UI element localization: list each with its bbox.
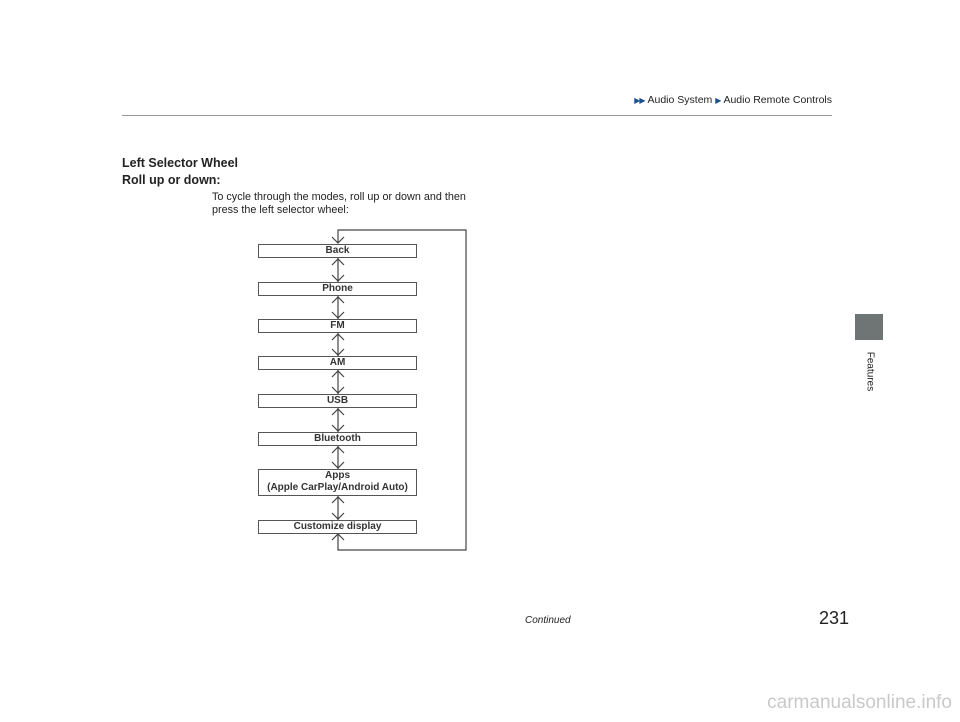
loop-line	[338, 230, 466, 550]
breadcrumb-part-1: Audio System	[647, 94, 713, 106]
bidirectional-arrow	[332, 296, 344, 319]
mode-box-6: Apps (Apple CarPlay/Android Auto)	[258, 469, 417, 496]
bidirectional-arrow	[332, 408, 344, 432]
mode-box-4: USB	[258, 394, 417, 408]
mode-box-2: FM	[258, 319, 417, 333]
mode-box-0: Back	[258, 244, 417, 258]
mode-box-3: AM	[258, 356, 417, 370]
watermark: carmanualsonline.info	[767, 692, 952, 713]
mode-box-7: Customize display	[258, 520, 417, 534]
bidirectional-arrow	[332, 496, 344, 520]
triangle-icon: ▶	[715, 95, 721, 105]
section-subheading: Roll up or down:	[122, 173, 221, 187]
bidirectional-arrow	[332, 333, 344, 356]
bidirectional-arrow	[332, 258, 344, 282]
bidirectional-arrow	[332, 446, 344, 469]
bidirectional-arrow	[332, 370, 344, 394]
triangle-icon: ▶▶	[634, 95, 645, 105]
side-tab-label: Features	[864, 351, 876, 392]
continued-label: Continued	[525, 615, 571, 626]
mode-box-1: Phone	[258, 282, 417, 296]
breadcrumb-part-2: Audio Remote Controls	[723, 94, 832, 106]
mode-box-5: Bluetooth	[258, 432, 417, 446]
page-number: 231	[819, 608, 850, 628]
section-heading: Left Selector Wheel	[122, 156, 238, 170]
intro-text: To cycle through the modes, roll up or down and then press the left selector wheel:	[212, 191, 466, 216]
